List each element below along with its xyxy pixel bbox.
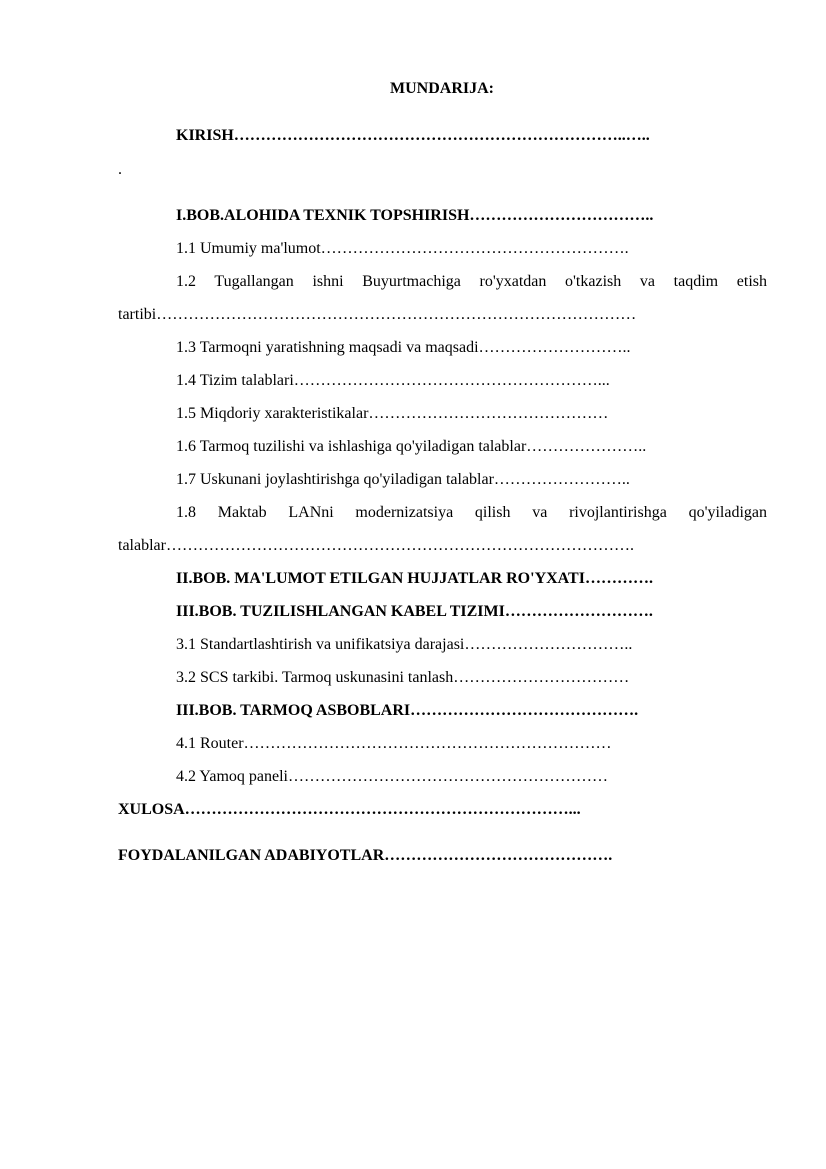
toc-entry-bob-3-tarmoq: III.BOB. TARMOQ ASBOBLARI…………………………………….: [176, 702, 639, 719]
toc-entry-1-3: 1.3 Tarmoqni yaratishning maqsadi va maqsadi………………………..: [176, 339, 631, 356]
toc-entry-kirish: KIRISH………………………………………………………………..…..: [176, 127, 650, 144]
toc-entry-4-2: 4.2 Yamoq paneli……………………………………………………: [176, 768, 608, 785]
toc-entry-1-4: 1.4 Tizim talablari…………………………………………………...: [176, 372, 610, 389]
toc-title: MUNDARIJA:: [390, 80, 494, 97]
toc-entry-1-5: 1.5 Miqdoriy xarakteristikalar………………………………………: [176, 405, 609, 422]
toc-entry-bob-3: III.BOB. TUZILISHLANGAN KABEL TIZIMI……………………….: [176, 603, 653, 620]
toc-entry-4-1: 4.1 Router……………………………………………………………: [176, 735, 612, 752]
toc-entry-bob-2: II.BOB. MA'LUMOT ETILGAN HUJJATLAR RO'YXATI………….: [176, 570, 653, 587]
toc-entry-1-8-line1: 1.8 Maktab LANni modernizatsiya qilish va rivojlantirishga qo'yiladigan: [176, 504, 767, 521]
toc-entry-3-1: 3.1 Standartlashtirish va unifikatsiya darajasi…………………………..: [176, 636, 633, 653]
toc-entry-1-2-line1: 1.2 Tugallangan ishni Buyurtmachiga ro'yxatdan o'tkazish va taqdim etish: [176, 273, 767, 290]
toc-entry-1-2-line2: tartibi………………………………………………………………………………: [118, 306, 637, 323]
toc-entry-1-6: 1.6 Tarmoq tuzilishi va ishlashiga qo'yiladigan talablar…………………..: [176, 438, 647, 455]
toc-entry-1-7: 1.7 Uskunani joylashtirishga qo'yiladigan talablar……………………..: [176, 471, 630, 488]
toc-entry-3-2: 3.2 SCS tarkibi. Tarmoq uskunasini tanlash……………………………: [176, 669, 630, 686]
toc-entry-1-8-line2: talablar…………………………………………………………………………….: [118, 537, 634, 554]
toc-entry-xulosa: XULOSA………………………………………………………………...: [118, 801, 581, 818]
toc-entry-adabiyotlar: FOYDALANILGAN ADABIYOTLAR…………………………………….: [118, 847, 613, 864]
toc-entry-bob-1: I.BOB.ALOHIDA TEXNIK TOPSHIRISH……………………………..: [176, 207, 654, 224]
toc-entry-kirish-tail: .: [118, 161, 122, 178]
toc-entry-1-1: 1.1 Umumiy ma'lumot………………………………………………….: [176, 240, 629, 257]
